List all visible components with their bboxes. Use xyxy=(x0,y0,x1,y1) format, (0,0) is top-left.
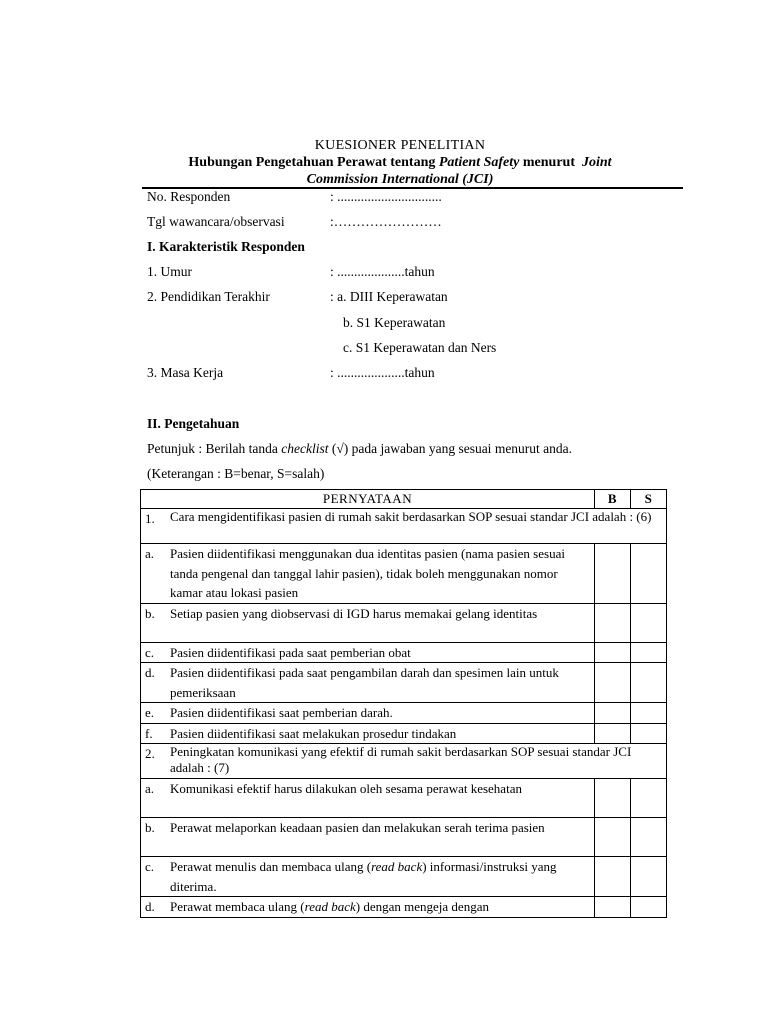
item-text-italic: read back xyxy=(304,899,356,914)
subtitle-italic: Patient Safety xyxy=(438,155,520,170)
table-header-row xyxy=(141,490,667,509)
table-row xyxy=(141,642,667,663)
education-option-c: c. S1 Keperawatan dan Ners xyxy=(343,340,497,355)
statement-cell xyxy=(141,723,595,744)
answer-true-checkbox[interactable] xyxy=(595,818,631,857)
statement-cell xyxy=(141,779,595,818)
table-row xyxy=(141,603,667,642)
table-row xyxy=(141,744,667,779)
table-row xyxy=(141,779,667,818)
answer-false-checkbox[interactable] xyxy=(631,544,667,604)
answer-false-checkbox[interactable] xyxy=(631,642,667,663)
item-text: Pasien diidentifikasi pada saat pengambilan darah dan spesimen lain untuk pemeriksaan xyxy=(170,665,559,700)
header-false: S xyxy=(631,490,667,509)
statement-table xyxy=(140,489,667,918)
statement-cell xyxy=(141,642,595,663)
item-number: c. xyxy=(145,644,155,660)
answer-legend: (Keterangan : B=benar, S=salah) xyxy=(147,466,325,481)
subtitle-line2-text: Commission International (JCI) xyxy=(306,172,494,187)
education-option-b: b. S1 Keperawatan xyxy=(343,315,446,330)
instructions-suffix: (√) pada jawaban yang sesuai menurut anda. xyxy=(328,441,573,456)
statement-cell xyxy=(141,663,595,703)
answer-true-checkbox[interactable] xyxy=(595,897,631,918)
table-row xyxy=(141,544,667,604)
answer-true-checkbox[interactable] xyxy=(595,642,631,663)
statement-cell xyxy=(141,897,595,918)
answer-false-checkbox[interactable] xyxy=(631,779,667,818)
table-row xyxy=(141,703,667,724)
answer-false-checkbox[interactable] xyxy=(631,897,667,918)
instructions-prefix: Petunjuk : Berilah tanda xyxy=(147,441,282,456)
item-text-prefix: Perawat menulis dan membaca ulang ( xyxy=(170,859,372,874)
instructions-italic: checklist xyxy=(281,441,329,456)
section2-heading: II. Pengetahuan xyxy=(147,416,240,431)
answer-false-checkbox[interactable] xyxy=(631,703,667,724)
item-number: 2. xyxy=(145,746,155,761)
answer-true-checkbox[interactable] xyxy=(595,544,631,604)
statement-cell xyxy=(141,703,595,724)
answer-true-checkbox[interactable] xyxy=(595,663,631,703)
work-tenure-value: : ....................tahun xyxy=(330,365,435,380)
respondent-no-label: No. Responden xyxy=(147,189,231,204)
item-text: Pasien diidentifikasi saat pemberian darah. xyxy=(170,705,393,720)
section1-heading: I. Karakteristik Responden xyxy=(147,239,305,254)
item-number: d. xyxy=(145,899,155,914)
education-label: 2. Pendidikan Terakhir xyxy=(147,289,270,304)
answer-false-checkbox[interactable] xyxy=(631,818,667,857)
statement-cell xyxy=(141,509,667,544)
table-row xyxy=(141,509,667,544)
interview-date-value: :…………………… xyxy=(330,214,442,229)
subtitle-italic-2: Joint xyxy=(582,155,612,170)
table-row xyxy=(141,897,667,918)
item-number: e. xyxy=(145,705,155,720)
respondent-no-value: : ............................... xyxy=(330,189,442,204)
item-text: Pasien diidentifikasi saat melakukan prosedur tindakan xyxy=(170,725,457,741)
subtitle-prefix: Hubungan Pengetahuan Perawat tentang xyxy=(188,155,439,170)
table-row xyxy=(141,663,667,703)
education-option-a: : a. DIII Keperawatan xyxy=(330,289,448,304)
subtitle-mid: menurut xyxy=(519,155,579,170)
item-number: d. xyxy=(145,665,155,680)
table-row xyxy=(141,723,667,744)
item-number: a. xyxy=(145,546,155,561)
age-value: : ....................tahun xyxy=(330,264,435,279)
answer-true-checkbox[interactable] xyxy=(595,603,631,642)
item-text-italic: read back xyxy=(371,859,423,874)
age-label: 1. Umur xyxy=(147,264,192,279)
item-text: Perawat melaporkan keadaan pasien dan melakukan serah terima pasien xyxy=(170,820,545,835)
item-text-prefix: Perawat membaca ulang ( xyxy=(170,899,305,914)
item-text xyxy=(170,857,590,896)
statement-cell xyxy=(141,744,667,779)
item-number: 1. xyxy=(145,511,155,526)
statement-cell xyxy=(141,857,595,897)
header-statement: PERNYATAAN xyxy=(141,490,595,509)
instructions xyxy=(147,441,572,457)
document-subtitle-line2 xyxy=(0,172,768,188)
item-number: a. xyxy=(145,781,155,796)
statement-cell xyxy=(141,818,595,857)
answer-false-checkbox[interactable] xyxy=(631,663,667,703)
table-row xyxy=(141,818,667,857)
statement-cell xyxy=(141,544,595,604)
interview-date-label: Tgl wawancara/observasi xyxy=(147,214,285,229)
answer-false-checkbox[interactable] xyxy=(631,603,667,642)
header-true: B xyxy=(595,490,631,509)
item-text: Peningkatan komunikasi yang efektif di rumah sakit berdasarkan SOP sesuai standar JCI adalah : (7) xyxy=(170,744,632,775)
item-text: Pasien diidentifikasi pada saat pemberian obat xyxy=(170,644,411,660)
document-subtitle xyxy=(0,155,768,171)
item-text-suffix: ) dengan mengeja dengan xyxy=(355,899,489,914)
table-row xyxy=(141,857,667,897)
item-number: f. xyxy=(145,725,153,741)
answer-true-checkbox[interactable] xyxy=(595,703,631,724)
answer-true-checkbox[interactable] xyxy=(595,723,631,744)
answer-true-checkbox[interactable] xyxy=(595,857,631,897)
work-tenure-label: 3. Masa Kerja xyxy=(147,365,224,380)
item-text: Pasien diidentifikasi menggunakan dua identitas pasien (nama pasien sesuai tanda pengenal dan tanggal lahir pasien), tidak boleh menggunakan nomor kamar atau lokasi pasien xyxy=(170,546,565,600)
answer-true-checkbox[interactable] xyxy=(595,779,631,818)
item-number: c. xyxy=(145,859,155,874)
document-title: KUESIONER PENELITIAN xyxy=(314,138,486,153)
item-text: Komunikasi efektif harus dilakukan oleh sesama perawat kesehatan xyxy=(170,781,522,796)
answer-false-checkbox[interactable] xyxy=(631,857,667,897)
item-number: b. xyxy=(145,820,155,835)
item-text: Setiap pasien yang diobservasi di IGD harus memakai gelang identitas xyxy=(170,605,538,621)
item-text xyxy=(170,897,590,917)
item-text-suffix: ) informasi/instruksi yang diterima. xyxy=(170,859,557,894)
item-number: b. xyxy=(145,605,155,621)
answer-false-checkbox[interactable] xyxy=(631,723,667,744)
item-text: Cara mengidentifikasi pasien di rumah sakit berdasarkan SOP sesuai standar JCI adalah : (6) xyxy=(170,509,652,524)
statement-cell xyxy=(141,603,595,642)
